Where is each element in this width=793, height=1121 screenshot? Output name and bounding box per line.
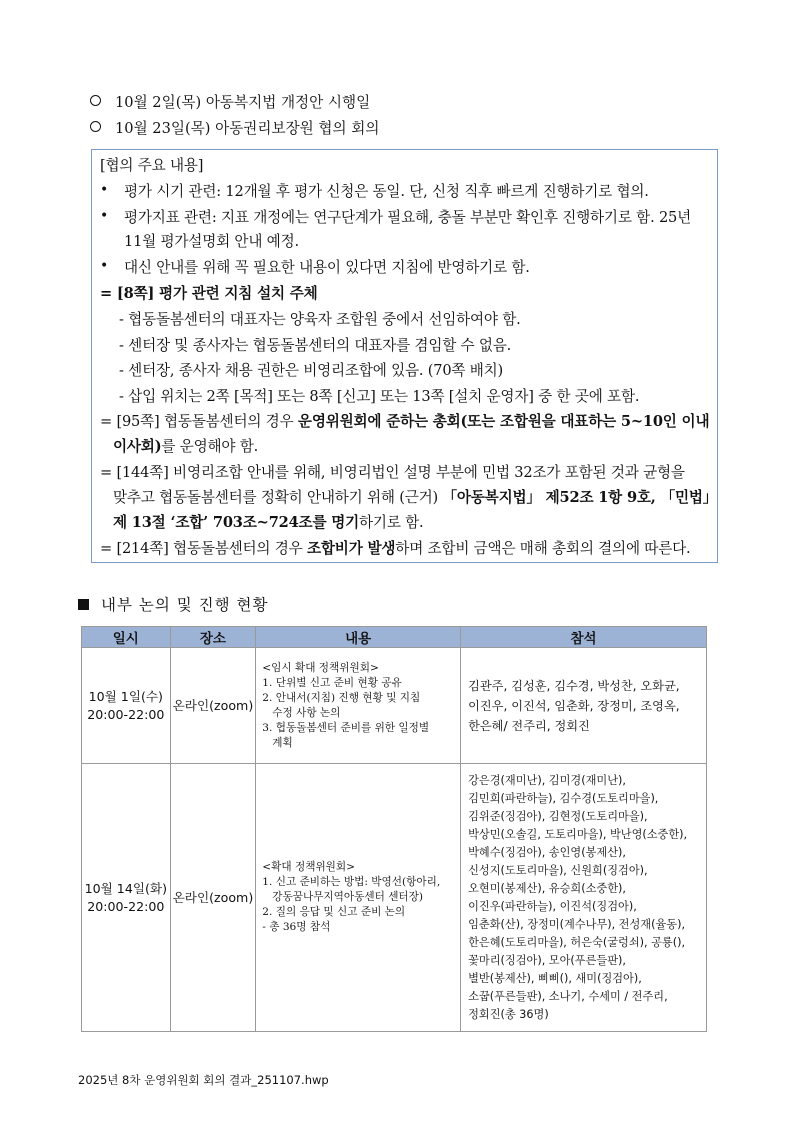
- p95-line-2: 이사회)를 운영해야 함.: [113, 438, 259, 455]
- p214-line: = [214쪽] 협동돌봄센터의 경우 조합비가 발생하며 조합비 금액은 매해 총회의 결의에 따른다.: [100, 540, 691, 557]
- table-row: [82, 764, 707, 1032]
- agenda-item-1: 10월 2일(목) 아동복지법 개정안 시행일: [90, 93, 370, 113]
- row2-content: <확대 정책위원회> 1. 신고 준비하는 방법: 박영선(항아리, 강동꿈나무지역아동센터 센터장) 2. 질의 응답 및 신고 준비 논의 - 총 36명 참석: [256, 764, 461, 1032]
- header-content: 내용: [256, 627, 461, 648]
- document-footer: 2025년 8차 운영위원회 회의 결과_251107.hwp: [78, 1073, 329, 1087]
- bullet-text-2a: 평가지표 관련: 지표 개정에는 연구단계가 필요해, 충돌 부분만 확인후 진행하기로 함. 25년: [124, 209, 692, 226]
- row1-attendees: 김관주, 김성훈, 김수경, 박성찬, 오화균, 이진우, 이진석, 임춘화, 장정미, 조영옥, 한은혜/ 전주리, 정회진: [461, 648, 707, 764]
- bullet-dot-icon: •: [100, 182, 109, 198]
- row2-date: 10월 14일(화) 20:00-22:00: [82, 764, 171, 1032]
- p8-item-3: - 센터장, 종사자 채용 권한은 비영리조합에 있음. (70쪽 배치): [119, 362, 504, 379]
- bullet-text-2b: 11월 평가설명회 안내 예정.: [124, 233, 299, 250]
- p8-title: = [8쪽] 평가 관련 지침 설치 주체: [100, 285, 318, 302]
- bullet-text-1: 평가 시기 관련: 12개월 후 평가 신청은 동일. 단, 신청 직후 빠르게 진행하기로 협의.: [124, 183, 649, 200]
- p144-line-1: = [144쪽] 비영리조합 안내를 위해, 비영리법인 설명 부분에 민법 32조가 포함된 것과 균형을: [100, 464, 685, 481]
- circle-bullet-icon: [90, 121, 101, 132]
- row2-attendees: 강은경(재미난), 김미경(재미난), 김민희(파란하늘), 김수경(도토리마을), 김위준(징검아), 김현정(도토리마을), 박상민(오솔길, 도토리마을), 박난영(소중한), 박혜수(징검아), 송인영(봉제산), 신성지(도토리마을), 신원희(징검아), 오현미(봉제산), 유승희(소중한), 이진우(파란하늘), 이진석(징검아), 임춘화(산), 장정미(계수나무), 전성재(율동), 한은혜(도토리마을), 허은숙(굴렁쇠), 공룡(), 꽃마리(징검아), 모아(푸른들판), 별반(봉제산), 삐삐(), 새미(징검아), 소꿉(푸른들판), 소나기, 수세미 / 전주리, 정회진(총 36명): [461, 764, 707, 1032]
- p144-line-3: 제 13절 ‘조합’ 703조~724조를 명기하기로 함.: [113, 514, 424, 531]
- consultation-box: [91, 149, 718, 563]
- row1-place: 온라인(zoom): [170, 648, 256, 764]
- box-heading: [협의 주요 내용]: [100, 157, 204, 174]
- p8-item-1: - 협동돌봄센터의 대표자는 양육자 조합원 중에서 선임하여야 함.: [119, 311, 521, 328]
- p8-item-2: - 센터장 및 종사자는 협동돌봄센터의 대표자를 겸임할 수 없음.: [119, 337, 512, 354]
- p8-item-4: - 삽입 위치는 2쪽 [목적] 또는 8쪽 [신고] 또는 13쪽 [설치 운영자] 중 한 곳에 포함.: [119, 388, 640, 405]
- agenda-item-2: 10월 23일(목) 아동권리보장원 협의 회의: [90, 119, 379, 139]
- bullet-dot-icon: •: [100, 258, 109, 274]
- p144-line-2: 맞추고 협동돌봄센터를 정확히 안내하기 위해 (근거) 「아동복지법」 제52조 1항 9호, 「민법」: [113, 489, 718, 506]
- bullet-dot-icon: •: [100, 208, 109, 224]
- circle-bullet-icon: [90, 95, 101, 106]
- p95-line-1: = [95쪽] 협동돌봄센터의 경우 운영위원회에 준하는 총회(또는 조합원을 대표하는 5~10인 이내: [100, 413, 710, 430]
- table-row: [82, 648, 707, 764]
- header-attendees: 참석: [461, 627, 707, 648]
- header-date: 일시: [82, 627, 171, 648]
- table-header-row: [82, 627, 707, 648]
- header-place: 장소: [170, 627, 256, 648]
- section-heading: 내부 논의 및 진행 현황: [78, 595, 268, 615]
- bullet-text-3: 대신 안내를 위해 꼭 필요한 내용이 있다면 지침에 반영하기로 함.: [124, 259, 530, 276]
- square-bullet-icon: [78, 599, 89, 610]
- row2-place: 온라인(zoom): [170, 764, 256, 1032]
- row1-date: 10월 1일(수) 20:00-22:00: [82, 648, 171, 764]
- progress-table: [81, 626, 707, 1032]
- row1-content: <임시 확대 정책위원회> 1. 단위별 신고 준비 현황 공유 2. 안내서(지침) 진행 현황 및 지침 수정 사항 논의 3. 협동돌봄센터 준비를 위한 일정별 계획: [256, 648, 461, 764]
